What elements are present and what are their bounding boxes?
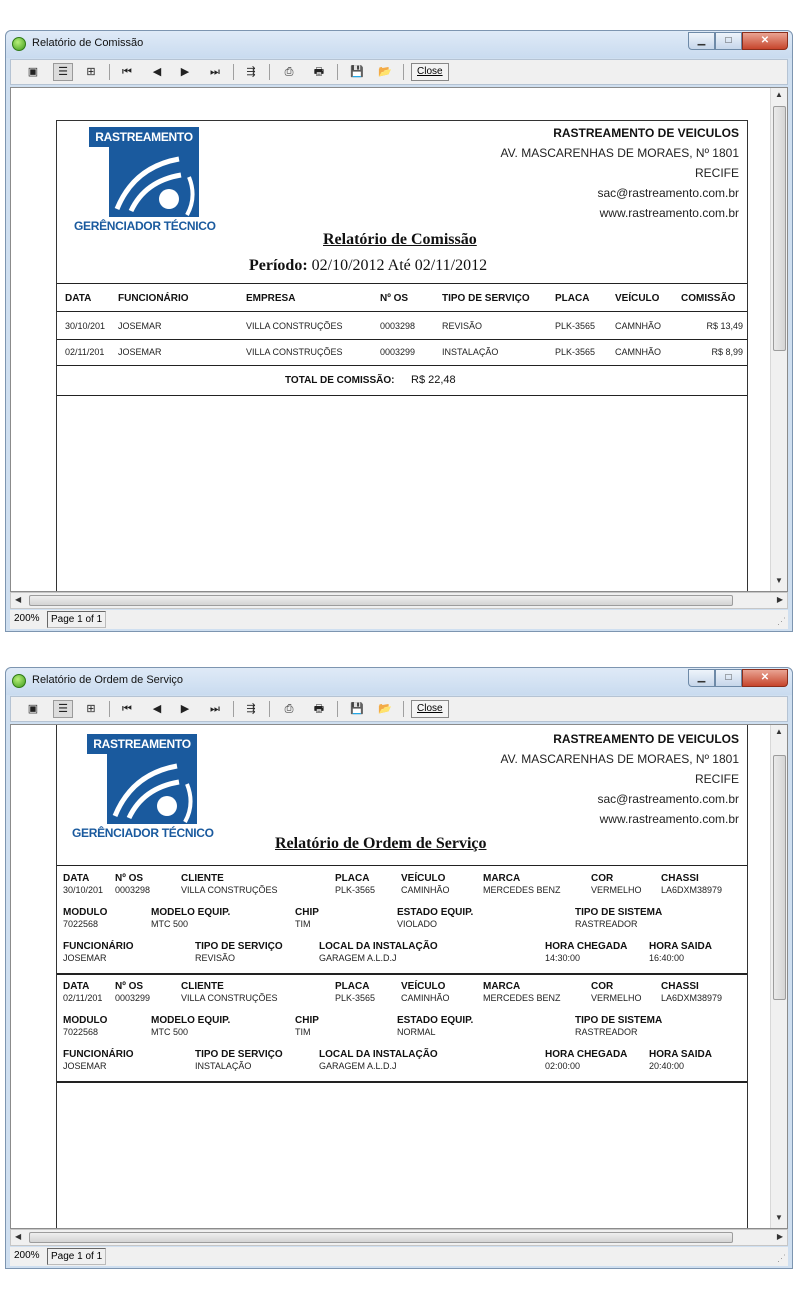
company-email: sac@rastreamento.com.br [597,792,739,806]
label-os: Nº OS [115,981,144,992]
resize-grip-icon[interactable]: ⋰ [777,1253,786,1263]
value-estado: NORMAL [397,1027,436,1037]
value-placa: PLK-3565 [335,993,376,1003]
cell-comissao: R$ 8,99 [711,347,743,357]
close-window-button[interactable]: ✕ [742,32,788,50]
value-local: GARAGEM A.L.D.J [319,953,397,963]
label-modulo: MODULO [63,1015,108,1026]
scroll-down-icon[interactable]: ▼ [775,576,783,585]
preview-toolbar [10,696,788,722]
multi-page-icon[interactable]: ⊞ [86,703,96,715]
scroll-left-icon[interactable]: ◀ [15,595,22,604]
page-area [11,725,774,1228]
label-estado: ESTADO EQUIP. [397,1015,474,1026]
cell-funcionario: JOSEMAR [118,347,162,357]
value-modulo: 7022568 [63,919,99,929]
cell-empresa: VILLA CONSTRUÇÕES [246,321,343,331]
company-name: RASTREAMENTO DE VEICULOS [553,732,739,746]
report-period [249,257,487,275]
first-page-icon[interactable]: ⏮ [122,66,132,78]
close-window-button[interactable]: ✕ [742,669,788,687]
value-sistema: RASTREADOR [575,919,638,929]
label-local: LOCAL DA INSTALAÇÃO [319,941,438,952]
label-funcionario: FUNCIONÁRIO [63,1049,134,1060]
last-page-icon[interactable]: ⏭ [210,703,220,715]
label-marca: MARCA [483,873,521,884]
save-icon[interactable]: 💾 [350,66,364,78]
label-chassi: CHASSI [661,873,699,884]
label-chip: CHIP [295,907,319,918]
last-page-icon[interactable]: ⏭ [210,66,220,78]
label-sistema: TIPO DE SISTEMA [575,907,663,918]
horizontal-scroll-thumb[interactable] [29,595,733,606]
status-bar [10,610,788,629]
zoom-level: 200% [14,1250,40,1261]
label-cor: COR [591,981,614,992]
minimize-button[interactable]: ▁ [688,32,715,50]
label-sistema: TIPO DE SISTEMA [575,1015,663,1026]
commission-report-window [5,30,793,632]
report-viewport [10,724,788,1229]
label-saida: HORA SAIDA [649,1049,712,1060]
first-page-icon[interactable]: ⏮ [122,703,132,715]
value-chegada: 02:00:00 [545,1061,581,1071]
value-modulo: 7022568 [63,1027,99,1037]
title-bar[interactable] [6,668,792,695]
value-saida: 20:40:00 [649,1061,685,1071]
scroll-right-icon[interactable]: ▶ [776,595,783,604]
label-chegada: HORA CHEGADA [545,1049,628,1060]
open-icon[interactable]: 📂 [378,66,392,78]
title-bar[interactable] [6,31,792,58]
value-os: 0003299 [115,993,151,1003]
cell-empresa: VILLA CONSTRUÇÕES [246,347,343,357]
value-os: 0003298 [115,885,151,895]
open-icon[interactable]: 📂 [378,703,392,715]
save-icon[interactable]: 💾 [350,703,364,715]
page-width-icon[interactable]: ☰ [53,700,73,718]
label-veiculo: VEÍCULO [401,981,446,992]
scroll-up-icon[interactable]: ▲ [775,727,783,736]
page-area [11,88,774,591]
cell-placa: PLK-3565 [555,347,596,357]
window-title: Relatório de Comissão [32,37,144,49]
preview-toolbar [10,59,788,85]
label-estado: ESTADO EQUIP. [397,907,474,918]
label-cliente: CLIENTE [181,873,224,884]
vertical-scrollbar[interactable] [770,88,787,591]
value-marca: MERCEDES BENZ [483,993,561,1003]
value-saida: 16:40:00 [649,953,685,963]
label-data: DATA [63,981,90,992]
label-modulo: MODULO [63,907,108,918]
period-start: 02/10/2012 [311,257,385,274]
col-header-comissao: COMISSÃO [681,293,736,304]
print-icon[interactable]: 🖶 [313,66,325,78]
col-header-data: DATA [65,293,92,304]
total-value: R$ 22,48 [411,374,456,386]
cell-veiculo: CAMNHÃO [615,347,662,357]
page-indicator: Page 1 of 1 [47,611,106,628]
scroll-up-icon[interactable]: ▲ [775,90,783,99]
scroll-left-icon[interactable]: ◀ [15,1232,22,1241]
print-setup-icon[interactable]: ⎙ [284,703,294,715]
label-placa: PLACA [335,873,370,884]
value-cliente: VILLA CONSTRUÇÕES [181,993,278,1003]
cell-os: 0003298 [380,321,416,331]
goto-page-icon[interactable]: ⇶ [246,703,256,715]
company-site: www.rastreamento.com.br [599,812,739,826]
label-tipo: TIPO DE SERVIÇO [195,941,283,952]
cell-tipo: INSTALAÇÃO [442,347,499,357]
value-chip: TIM [295,1027,311,1037]
value-data: 30/10/201 [63,885,104,895]
label-os: Nº OS [115,873,144,884]
col-header-placa: PLACA [555,293,590,304]
cell-funcionario: JOSEMAR [118,321,162,331]
value-placa: PLK-3565 [335,885,376,895]
multi-page-icon[interactable]: ⊞ [86,66,96,78]
label-modelo: MODELO EQUIP. [151,907,231,918]
value-chip: TIM [295,919,311,929]
company-info [501,123,739,223]
next-page-icon[interactable]: ▶ [180,66,190,78]
value-estado: VIOLADO [397,919,438,929]
cell-os: 0003299 [380,347,416,357]
col-header-empresa: EMPRESA [246,293,296,304]
horizontal-scrollbar[interactable] [10,592,788,609]
company-address: AV. MASCARENHAS DE MORAES, Nº 1801 [500,146,739,160]
label-modelo: MODELO EQUIP. [151,1015,231,1026]
cell-comissao: R$ 13,49 [706,321,743,331]
cell-data: 02/11/201 [65,347,105,357]
value-chegada: 14:30:00 [545,953,581,963]
report-sheet [56,120,748,592]
maximize-button[interactable]: □ [715,669,742,687]
value-sistema: RASTREADOR [575,1027,638,1037]
col-header-funcionario: FUNCIONÁRIO [118,293,189,304]
value-cor: VERMELHO [591,885,642,895]
label-chip: CHIP [295,1015,319,1026]
company-email: sac@rastreamento.com.br [597,186,739,200]
col-header-os: Nº OS [380,293,409,304]
value-funcionario: JOSEMAR [63,953,107,963]
col-header-veiculo: VEÍCULO [615,293,660,304]
next-page-icon[interactable]: ▶ [180,703,190,715]
report-title: Relatório de Ordem de Serviço [275,835,487,852]
label-cliente: CLIENTE [181,981,224,992]
report-viewport [10,87,788,592]
value-cor: VERMELHO [591,993,642,1003]
label-data: DATA [63,873,90,884]
company-city: RECIFE [694,772,739,786]
minimize-button[interactable]: ▁ [688,669,715,687]
label-chegada: HORA CHEGADA [545,941,628,952]
print-setup-icon[interactable]: ⎙ [284,66,294,78]
period-label: Período: [249,257,308,274]
page-width-icon[interactable]: ☰ [53,63,73,81]
status-bar [10,1247,788,1266]
label-marca: MARCA [483,981,521,992]
close-button[interactable]: Close [411,63,449,81]
cell-tipo: REVISÃO [442,321,483,331]
company-site: www.rastreamento.com.br [599,206,739,220]
zoom-level: 200% [14,613,40,624]
value-data: 02/11/201 [63,993,103,1003]
company-logo: RASTREAMENTO GERÊNCIADOR TÉCNICO [87,734,197,754]
label-funcionario: FUNCIONÁRIO [63,941,134,952]
one-page-icon[interactable]: ▣ [27,66,39,78]
vertical-scroll-thumb[interactable] [773,755,786,1000]
value-chassi: LA6DXM38979 [661,885,723,895]
prev-page-icon[interactable]: ◀ [152,66,162,78]
window-title: Relatório de Ordem de Serviço [32,674,184,686]
label-local: LOCAL DA INSTALAÇÃO [319,1049,438,1060]
vertical-scroll-thumb[interactable] [773,106,786,351]
company-city: RECIFE [694,166,739,180]
value-funcionario: JOSEMAR [63,1061,107,1071]
scroll-right-icon[interactable]: ▶ [776,1232,783,1241]
page-indicator: Page 1 of 1 [47,1248,106,1265]
cell-placa: PLK-3565 [555,321,596,331]
maximize-button[interactable]: □ [715,32,742,50]
app-icon [12,37,26,51]
app-icon [12,674,26,688]
cell-data: 30/10/201 [65,321,106,331]
value-tipo: INSTALAÇÃO [195,1061,252,1071]
value-veiculo: CAMINHÃO [401,993,450,1003]
prev-page-icon[interactable]: ◀ [152,703,162,715]
cell-veiculo: CAMNHÃO [615,321,662,331]
label-tipo: TIPO DE SERVIÇO [195,1049,283,1060]
vertical-scrollbar[interactable] [770,725,787,1228]
one-page-icon[interactable]: ▣ [27,703,39,715]
company-name: RASTREAMENTO DE VEICULOS [553,126,739,140]
value-modelo: MTC 500 [151,1027,189,1037]
period-until: Até [387,257,411,274]
logo-signal-icon [109,147,199,217]
value-modelo: MTC 500 [151,919,189,929]
value-cliente: VILLA CONSTRUÇÕES [181,885,278,895]
value-marca: MERCEDES BENZ [483,885,561,895]
total-label: TOTAL DE COMISSÃO: [285,375,395,386]
service-order-report-window [5,667,793,1269]
label-saida: HORA SAIDA [649,941,712,952]
label-placa: PLACA [335,981,370,992]
value-chassi: LA6DXM38979 [661,993,723,1003]
label-veiculo: VEÍCULO [401,873,446,884]
close-button[interactable]: Close [411,700,449,718]
resize-grip-icon[interactable]: ⋰ [777,616,786,626]
logo-signal-icon [107,754,197,824]
horizontal-scrollbar[interactable] [10,1229,788,1246]
value-tipo: REVISÃO [195,953,236,963]
print-icon[interactable]: 🖶 [313,703,325,715]
company-info [501,729,739,829]
report-sheet [56,725,748,1229]
horizontal-scroll-thumb[interactable] [29,1232,733,1243]
company-address: AV. MASCARENHAS DE MORAES, Nº 1801 [500,752,739,766]
label-chassi: CHASSI [661,981,699,992]
report-title: Relatório de Comissão [323,231,477,248]
company-logo: RASTREAMENTO GERÊNCIADOR TÉCNICO [89,127,199,147]
scroll-down-icon[interactable]: ▼ [775,1213,783,1222]
value-local: GARAGEM A.L.D.J [319,1061,397,1071]
col-header-tipo: TIPO DE SERVIÇO [442,293,530,304]
period-end: 02/11/2012 [414,257,488,274]
goto-page-icon[interactable]: ⇶ [246,66,256,78]
value-veiculo: CAMINHÃO [401,885,450,895]
label-cor: COR [591,873,614,884]
